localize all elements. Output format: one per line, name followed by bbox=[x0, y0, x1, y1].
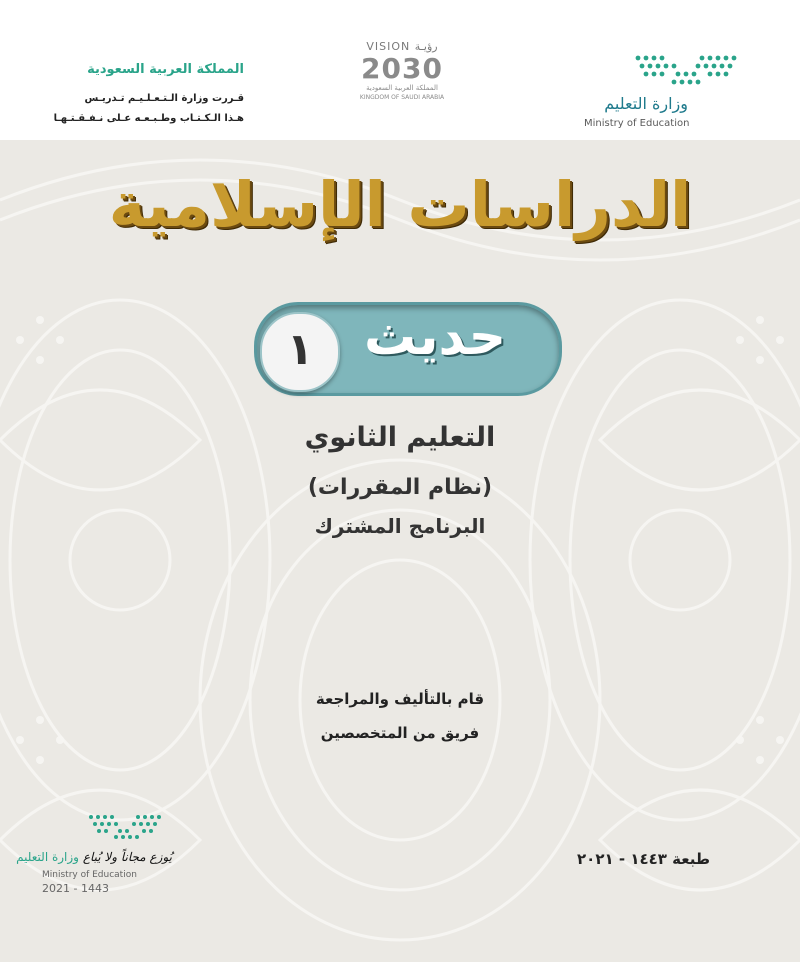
vision-2030-logo bbox=[352, 40, 452, 102]
free-distribution-label bbox=[16, 850, 172, 864]
education-stage: التعليم الثانوي bbox=[304, 422, 496, 453]
authors-line-1: قام بالتأليف والمراجعة bbox=[315, 690, 485, 708]
kingdom-label: المملكة العربية السعودية bbox=[87, 62, 244, 77]
vision-label: VISION رؤيـة bbox=[366, 40, 438, 53]
ministry-name-ar: وزارة التعليم bbox=[604, 94, 688, 113]
book-title: الدراسات الإسلامية bbox=[108, 168, 692, 241]
vision-year: 2030 bbox=[361, 52, 443, 85]
approval-statement bbox=[54, 89, 244, 129]
authors-line-2: فريق من المتخصصين bbox=[320, 724, 480, 742]
header-band bbox=[0, 0, 800, 140]
vision-sub-en: KINGDOM OF SAUDI ARABIA bbox=[359, 94, 445, 101]
education-system: (نظام المقررات) bbox=[307, 475, 493, 500]
free-distribution-logo bbox=[16, 812, 172, 896]
approval-line-2: هـذا الـكـتـاب وطـبـعـه عـلى نـفـقـتـهـا bbox=[53, 113, 244, 124]
subject-label: حديث bbox=[363, 307, 507, 367]
ministry-name-ar-small: وزارة التعليم bbox=[16, 850, 79, 864]
year-range: 2021 - 1443 bbox=[42, 882, 109, 895]
ministry-logo bbox=[584, 52, 744, 130]
edition-label: طبعة ١٤٤٣ - ٢٠٢١ bbox=[577, 850, 710, 868]
vision-sub-ar: المملكة العربية السعودية bbox=[366, 84, 438, 92]
approval-line-1: قـررت وزارة الـتـعـلـيـم تـدريـس bbox=[84, 93, 244, 104]
volume-number: ١ bbox=[286, 324, 314, 375]
free-distribution-text: يُوزع مجاناً ولا يُباع bbox=[82, 850, 172, 864]
ministry-dots-icon bbox=[632, 52, 742, 86]
program-name: البرنامج المشترك bbox=[314, 514, 486, 538]
ministry-name-en: Ministry of Education bbox=[584, 118, 690, 129]
ministry-name-en-small: Ministry of Education bbox=[42, 870, 137, 880]
ministry-dots-icon bbox=[86, 812, 166, 840]
